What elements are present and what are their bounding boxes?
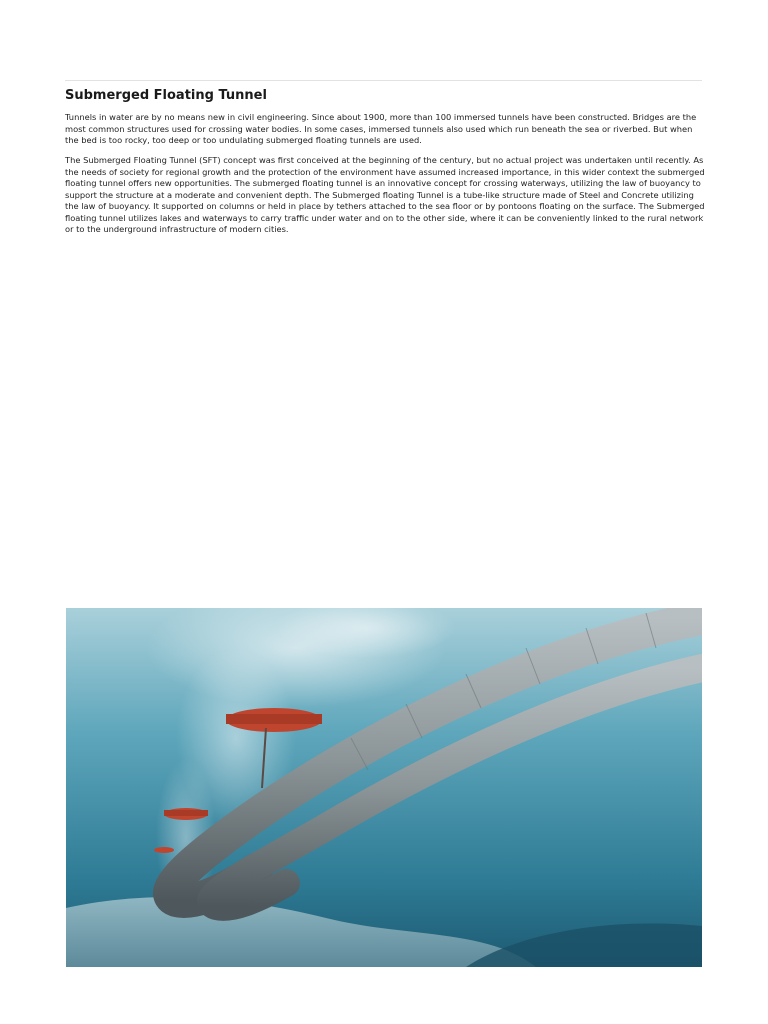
top-divider xyxy=(65,80,702,81)
tunnel-illustration xyxy=(66,608,702,967)
paragraph-2: The Submerged Floating Tunnel (SFT) concept was first conceived at the beginning of the century, but no actual project was undertaken until recently. As the needs of society for regional growth and the protection of the environment have assumed increased importance, in this wider context the submerged floating tunnel offers new opportunities. The submerged floating tunnel is an innovative concept for crossing waterways, utilizing the law of buoyancy to support the structure at a moderate and convenient depth. The Submerged floating Tunnel is a tube-like structure made of Steel and Concrete utilizing the law of buoyancy. It supported on columns or held in place by tethers attached to the sea floor or by pontoons floating on the surface. The Submerged floating tunnel utilizes lakes and waterways to carry traffic under water and on to the other side, where it can be conveniently linked to the rural network or to the underground infrastructure of modern cities. xyxy=(65,155,705,234)
paragraph-1: Tunnels in water are by no means new in civil engineering. Since about 1900, more than 100 immersed tunnels have been constructed. Bridges are the most common structures used for crossing water bodies. In some cases, immersed tunnels also used which run beneath the sea or riverbed. But when the bed is too rocky, too deep or too undulating submerged floating tunnels are used. xyxy=(65,112,697,145)
page-title: Submerged Floating Tunnel xyxy=(65,88,267,103)
underwater-tunnel-image xyxy=(66,608,702,967)
